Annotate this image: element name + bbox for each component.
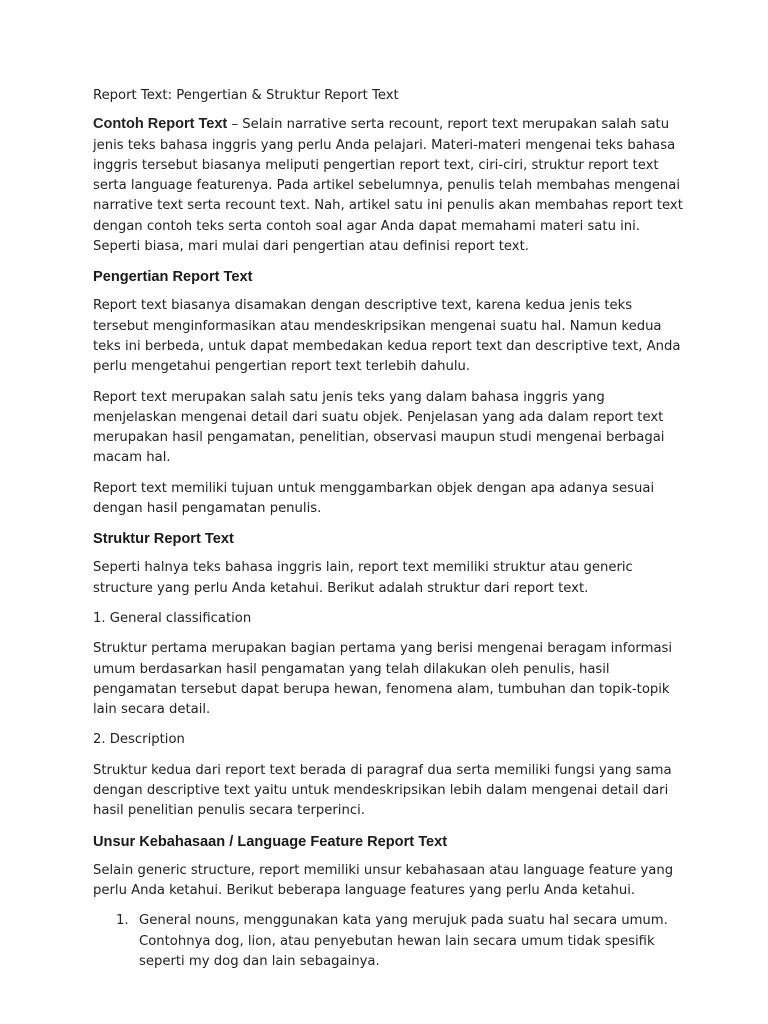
pengertian-paragraph-3: Report text memiliki tujuan untuk menggambarkan objek dengan apa adanya sesuai dengan hasil pengamatan penulis.: [93, 480, 655, 517]
struktur-item-2-text: Struktur kedua dari report text berada di paragraf dua serta memiliki fungsi yang sama dengan descriptive text yaitu untuk mendeskripsikan lebih dalam mengenai detail dari hasil penelitian penulis secara terperinci.: [93, 762, 672, 819]
struktur-item-1-label: 1. General classification: [93, 610, 252, 626]
pengertian-paragraph-1: Report text biasanya disamakan dengan descriptive text, karena kedua jenis teks tersebut menginformasikan atau mendeskripsikan mengenai suatu hal. Namun kedua teks ini berbeda, untuk dapat membedakan kedua report text dan descriptive text, Anda perlu mengetahui pengertian report text terlebih dahulu.: [93, 298, 681, 375]
document-page: [93, 86, 683, 972]
heading-struktur: Struktur Report Text: [93, 531, 234, 548]
struktur-item-1-text: Struktur pertama merupakan bagian pertama yang berisi mengenai beragam informasi umum berdasarkan hasil pengamatan yang telah dilakukan oleh penulis, hasil pengamatan tersebut dapat berupa hewan, fenomena alam, tumbuhan dan topik-topik lain secara detail.: [93, 641, 673, 718]
list-item: [93, 911, 683, 972]
intro-text: – Selain narrative serta recount, report text merupakan salah satu jenis teks bahasa inggris yang perlu Anda pelajari. Materi-materi mengenai teks bahasa inggris tersebut biasanya meliputi pengertian report text, ciri-ciri, struktur report text serta language featurenya. Pada artikel sebelumnya, penulis telah membahas mengenai narrative text serta recount text. Nah, artikel satu ini penulis akan membahas report text dengan contoh teks serta contoh soal agar Anda dapat memahami materi satu ini. Seperti biasa, mari mulai dari pengertian atau definisi report text.: [93, 117, 683, 255]
language-features-list: [93, 911, 683, 972]
heading-pengertian: Pengertian Report Text: [93, 269, 253, 286]
pengertian-paragraph-2: Report text merupakan salah satu jenis teks yang dalam bahasa inggris yang menjelaskan mengenai detail dari suatu objek. Penjelasan yang ada dalam report text merupakan hasil pengamatan, penelitian, observasi maupun studi mengenai berbagai macam hal.: [93, 389, 665, 466]
struktur-intro: Seperti halnya teks bahasa inggris lain, report text memiliki struktur atau generic structure yang perlu Anda ketahui. Berikut adalah struktur dari report text.: [93, 560, 633, 596]
document-title: Report Text: Pengertian & Struktur Report Text: [93, 88, 399, 103]
intro-paragraph: [93, 114, 683, 257]
intro-lead: Contoh Report Text: [93, 116, 228, 133]
list-item-text: General nouns, menggunakan kata yang merujuk pada suatu hal secara umum. Contohnya dog, lion, atau penyebutan hewan lain secara umum tidak spesifik seperti my dog dan lain sebagainya.: [139, 913, 668, 969]
heading-unsur: Unsur Kebahasaan / Language Feature Report Text: [93, 833, 448, 850]
list-item-number: 1.: [116, 913, 129, 929]
unsur-intro: Selain generic structure, report memiliki unsur kebahasaan atau language feature yang perlu Anda ketahui. Berikut beberapa language features yang perlu Anda ketahui.: [93, 862, 674, 898]
struktur-item-2-label: 2. Description: [93, 732, 185, 748]
